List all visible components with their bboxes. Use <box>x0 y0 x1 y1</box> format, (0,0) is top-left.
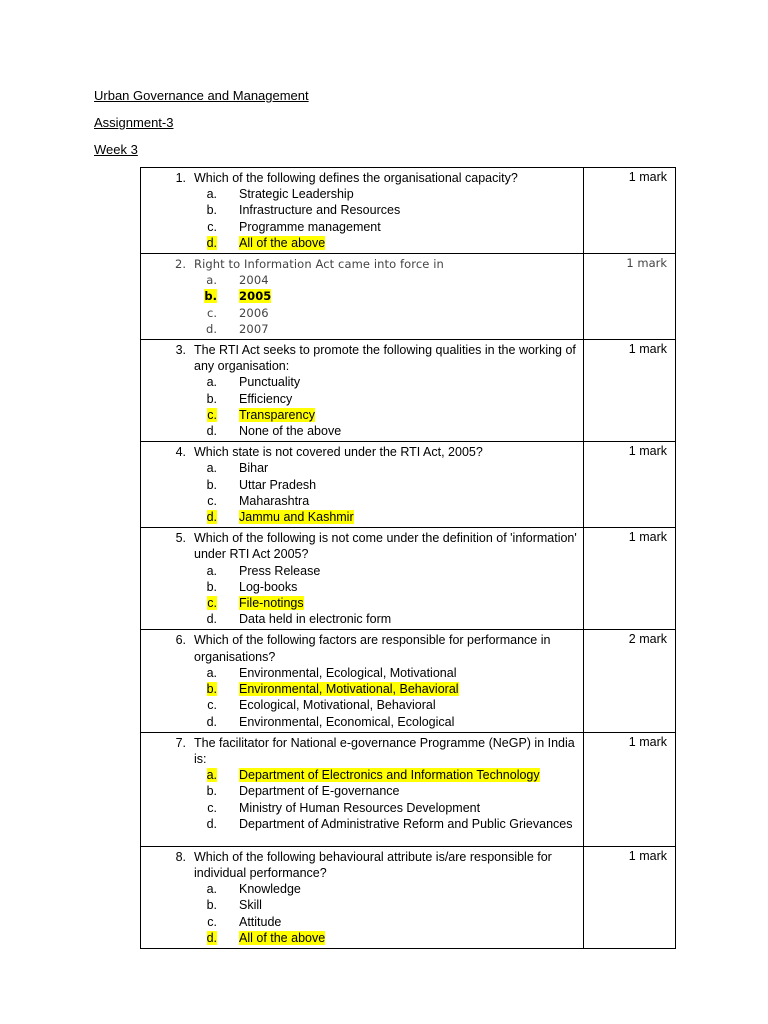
answer-highlight: Transparency <box>239 407 315 422</box>
option-text <box>239 288 577 304</box>
option-letter: b. <box>206 477 217 492</box>
question-line <box>141 530 577 562</box>
question-number: 2. <box>175 257 186 272</box>
option-item <box>141 423 577 439</box>
question-cell <box>141 254 584 340</box>
questions-table <box>140 167 676 949</box>
option-item <box>141 391 577 407</box>
question-text: Which of the following defines the organisational capacity? <box>194 171 518 185</box>
option-letter: c. <box>207 698 217 713</box>
option-letter: a. <box>206 187 217 202</box>
option-letter <box>141 595 239 611</box>
options-list <box>141 186 577 251</box>
question-row <box>141 528 676 630</box>
week-title: Week 3 <box>94 142 138 157</box>
option-text: 2004 <box>239 273 269 288</box>
question-cell <box>141 442 584 528</box>
correct-option <box>141 407 577 423</box>
options-list <box>141 665 577 730</box>
option-item <box>141 783 577 799</box>
option-letter <box>141 235 239 251</box>
question-text: Which of the following is not come under the definition of 'information' under RTI Act 2005? <box>194 531 577 562</box>
question-row <box>141 630 676 732</box>
question-line <box>141 735 577 767</box>
option-item <box>141 186 577 202</box>
question-line <box>141 342 577 374</box>
option-item <box>141 579 577 595</box>
option-text: 2007 <box>239 321 269 336</box>
option-item <box>141 611 577 627</box>
course-title: Urban Governance and Management <box>94 88 309 103</box>
option-letter-highlight: c. <box>207 596 217 611</box>
option-text: 2006 <box>239 305 269 320</box>
option-letter-highlight: d. <box>206 510 217 525</box>
correct-option <box>141 235 577 251</box>
option-text: Punctuality <box>239 375 301 390</box>
option-item <box>141 897 577 913</box>
option-item <box>141 816 577 832</box>
option-letter-highlight: b. <box>204 289 217 304</box>
marks-cell: 1 mark <box>584 168 676 254</box>
question-cell <box>141 528 584 630</box>
answer-highlight: Department of Electronics and Information Technology <box>239 768 540 783</box>
option-letter: c. <box>207 493 217 508</box>
question-text: The RTI Act seeks to promote the following qualities in the working of any organisation: <box>194 343 576 374</box>
answer-highlight: All of the above <box>239 930 326 945</box>
correct-option <box>141 767 577 783</box>
question-line <box>141 170 577 186</box>
option-letter: b. <box>206 784 217 799</box>
marks-cell: 1 mark <box>584 846 676 948</box>
option-item <box>141 477 577 493</box>
question-cell <box>141 340 584 442</box>
answer-highlight: File-notings <box>239 596 304 611</box>
option-text <box>239 930 577 946</box>
option-letter <box>141 288 239 304</box>
marks-cell: 1 mark <box>584 442 676 528</box>
question-cell <box>141 168 584 254</box>
option-letter-highlight: d. <box>206 235 217 250</box>
option-text <box>239 235 577 251</box>
option-item <box>141 714 577 730</box>
option-letter: d. <box>206 714 217 729</box>
option-item <box>141 219 577 235</box>
answer-highlight: 2005 <box>239 289 272 304</box>
option-text: Bihar <box>239 461 269 476</box>
option-item <box>141 374 577 390</box>
option-item <box>141 914 577 930</box>
option-letter: c. <box>207 219 217 234</box>
option-letter: a. <box>206 882 217 897</box>
option-text: Programme management <box>239 219 381 234</box>
option-text: Knowledge <box>239 882 301 897</box>
option-text: Ecological, Motivational, Behavioral <box>239 698 436 713</box>
option-letter: c. <box>207 305 217 320</box>
question-line <box>141 849 577 881</box>
option-letter: c. <box>207 800 217 815</box>
option-text: None of the above <box>239 424 342 439</box>
option-letter: c. <box>207 914 217 929</box>
marks-cell: 1 mark <box>584 254 676 340</box>
option-text: Ministry of Human Resources Development <box>239 800 481 815</box>
option-text: Skill <box>239 898 262 913</box>
option-letter: b. <box>206 391 217 406</box>
question-text: Which of the following factors are responsible for performance in organisations? <box>194 633 551 664</box>
question-number: 3. <box>175 343 186 358</box>
option-item <box>141 272 577 288</box>
option-item <box>141 665 577 681</box>
option-text <box>239 407 577 423</box>
options-list <box>141 563 577 628</box>
question-row <box>141 732 676 846</box>
question-row <box>141 442 676 528</box>
option-text <box>239 509 577 525</box>
question-line <box>141 444 577 460</box>
option-text <box>239 681 577 697</box>
option-letter-highlight: c. <box>207 407 217 422</box>
question-row <box>141 168 676 254</box>
answer-highlight: Jammu and Kashmir <box>239 510 354 525</box>
option-text: Environmental, Ecological, Motivational <box>239 665 457 680</box>
option-letter: b. <box>206 203 217 218</box>
options-list <box>141 272 577 337</box>
marks-cell: 2 mark <box>584 630 676 732</box>
answer-highlight: Environmental, Motivational, Behavioral <box>239 682 459 697</box>
option-text <box>239 767 577 783</box>
option-item <box>141 460 577 476</box>
option-item <box>141 493 577 509</box>
option-text: Efficiency <box>239 391 293 406</box>
option-letter <box>141 509 239 525</box>
question-cell <box>141 732 584 846</box>
option-letter: d. <box>206 612 217 627</box>
option-text: Environmental, Economical, Ecological <box>239 714 455 729</box>
marks-cell: 1 mark <box>584 528 676 630</box>
option-text: Infrastructure and Resources <box>239 203 401 218</box>
option-letter: a. <box>206 461 217 476</box>
question-text: Which of the following behavioural attribute is/are responsible for individual performance? <box>194 849 552 880</box>
question-number: 8. <box>175 849 186 864</box>
answer-highlight: All of the above <box>239 235 326 250</box>
option-item <box>141 563 577 579</box>
question-text: Right to Information Act came into force in <box>194 257 444 272</box>
option-text: Data held in electronic form <box>239 612 392 627</box>
option-text: Maharashtra <box>239 493 310 508</box>
option-item <box>141 881 577 897</box>
option-letter-highlight: b. <box>206 682 217 697</box>
correct-option <box>141 509 577 525</box>
option-item <box>141 321 577 337</box>
assignment-title: Assignment-3 <box>94 115 174 130</box>
option-letter: d. <box>206 424 217 439</box>
marks-cell: 1 mark <box>584 340 676 442</box>
option-letter <box>141 930 239 946</box>
correct-option <box>141 930 577 946</box>
option-letter <box>141 681 239 697</box>
option-letter: a. <box>206 665 217 680</box>
question-number: 4. <box>175 445 186 460</box>
question-row <box>141 254 676 340</box>
option-text <box>239 595 577 611</box>
option-letter: d. <box>206 321 217 336</box>
option-text: Department of E-governance <box>239 784 400 799</box>
options-list <box>141 767 577 832</box>
question-text: The facilitator for National e-governance Programme (NeGP) in India is: <box>194 735 575 766</box>
option-letter-highlight: a. <box>206 768 217 783</box>
option-letter <box>141 767 239 783</box>
option-text: Department of Administrative Reform and Public Grievances <box>239 816 573 831</box>
option-item <box>141 800 577 816</box>
question-text: Which state is not covered under the RTI Act, 2005? <box>194 445 483 460</box>
option-text: Uttar Pradesh <box>239 477 317 492</box>
question-row <box>141 846 676 948</box>
options-list <box>141 374 577 439</box>
option-item <box>141 202 577 218</box>
correct-option <box>141 595 577 611</box>
question-number: 6. <box>175 633 186 648</box>
option-letter: d. <box>206 816 217 831</box>
question-line <box>141 632 577 664</box>
question-number: 1. <box>175 171 186 185</box>
options-list <box>141 460 577 525</box>
option-letter: b. <box>206 579 217 594</box>
question-number: 7. <box>175 735 186 750</box>
question-cell <box>141 630 584 732</box>
question-cell <box>141 846 584 948</box>
option-letter-highlight: d. <box>206 930 217 945</box>
question-line <box>141 256 577 272</box>
question-number: 5. <box>175 531 186 546</box>
option-letter <box>141 407 239 423</box>
correct-option <box>141 288 577 304</box>
options-list <box>141 881 577 946</box>
option-letter: a. <box>206 563 217 578</box>
option-text: Press Release <box>239 563 321 578</box>
option-text: Strategic Leadership <box>239 187 354 202</box>
option-text: Log-books <box>239 579 298 594</box>
option-text: Attitude <box>239 914 282 929</box>
question-row <box>141 340 676 442</box>
marks-cell: 1 mark <box>584 732 676 846</box>
option-letter: a. <box>206 375 217 390</box>
option-item <box>141 305 577 321</box>
option-letter: b. <box>206 898 217 913</box>
correct-option <box>141 681 577 697</box>
option-item <box>141 697 577 713</box>
option-letter: a. <box>206 273 217 288</box>
